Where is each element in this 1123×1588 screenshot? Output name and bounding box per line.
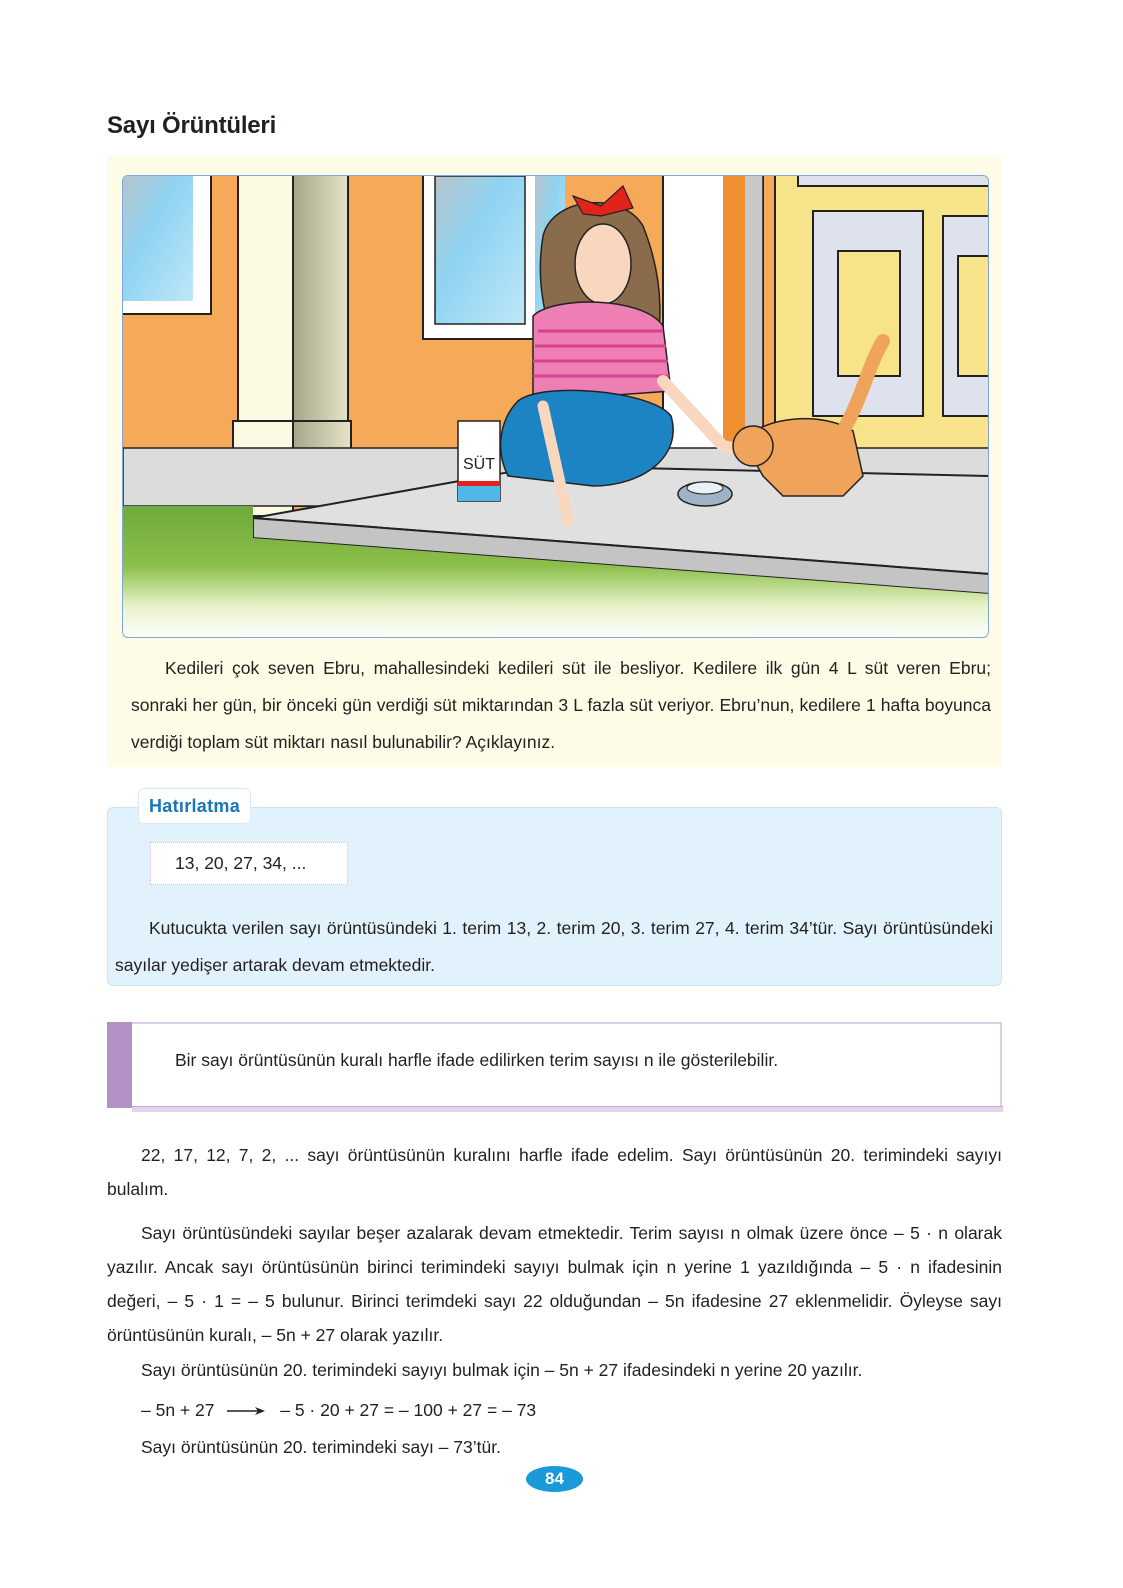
info-note xyxy=(107,1022,1002,1106)
body-paragraph-1: 22, 17, 12, 7, 2, ... sayı örüntüsünün kuralını harfle ifade edelim. Sayı örüntüsünün 20. terimindeki sayıyı bulalım. xyxy=(107,1145,1002,1199)
reminder-paragraph: Kutucukta verilen sayı örüntüsündeki 1. terim 13, 2. terim 20, 3. terim 27, 4. terim 34’tür. Sayı örüntüsündeki sayılar yedişer artarak devam etmektedir. xyxy=(115,918,993,975)
body-line-substitute: Sayı örüntüsünün 20. terimindeki sayıyı bulmak için – 5n + 27 ifadesindeki n yerine 20 yazılır. xyxy=(141,1360,863,1380)
note-bottom-border xyxy=(132,1106,1003,1112)
body-paragraph-2: Sayı örüntüsündeki sayılar beşer azalarak devam etmektedir. Terim sayısı n olmak üzere önce – 5 · n olarak yazılır. Ancak sayı örüntüsünün birinci terimindeki sayıyı bulmak için n yerine 1 yazıldığında – 5 · n ifadesinin değeri, – 5 · 1 = – 5 bulunur. Birinci terimdeki sayı 22 olduğundan – 5n ifadesine 27 eklenmelidir. Öyleyse sayı örüntüsünün kuralı, – 5n + 27 olarak yazılır. xyxy=(107,1223,1002,1345)
note-text: Bir sayı örüntüsünün kuralı harfle ifade edilirken terim sayısı n ile gösterilebilir. xyxy=(175,1050,779,1070)
illustration-girl-feeding-cat xyxy=(122,175,989,638)
carton-label: SÜT xyxy=(463,456,495,473)
note-accent-bar xyxy=(107,1022,132,1108)
formula-line xyxy=(141,1400,536,1421)
body-line-result: Sayı örüntüsünün 20. terimindeki sayı – 73’tür. xyxy=(141,1437,501,1457)
page-title: Sayı Örüntüleri xyxy=(107,112,277,139)
page-number-badge: 84 xyxy=(526,1466,583,1492)
intro-paragraph: Kedileri çok seven Ebru, mahallesindeki kedileri süt ile besliyor. Kedilere ilk gün 4 L süt veren Ebru; sonraki her gün, bir önceki gün verdiği süt miktarından 3 L fazla süt veriyor. Ebru’nun, kedilere 1 hafta boyunca verdiği toplam süt miktarı nasıl bulunabilir? Açıklayınız. xyxy=(131,658,991,752)
intro-card xyxy=(107,156,1002,767)
scene-illustration xyxy=(123,176,989,638)
formula-left: – 5n + 27 xyxy=(141,1400,215,1420)
sequence-box: 13, 20, 27, 34, ... xyxy=(150,842,348,885)
formula-right: – 5 · 20 + 27 = – 100 + 27 = – 73 xyxy=(280,1400,537,1420)
reminder-title: Hatırlatma xyxy=(138,788,251,824)
arrow-right-icon xyxy=(227,1406,267,1416)
